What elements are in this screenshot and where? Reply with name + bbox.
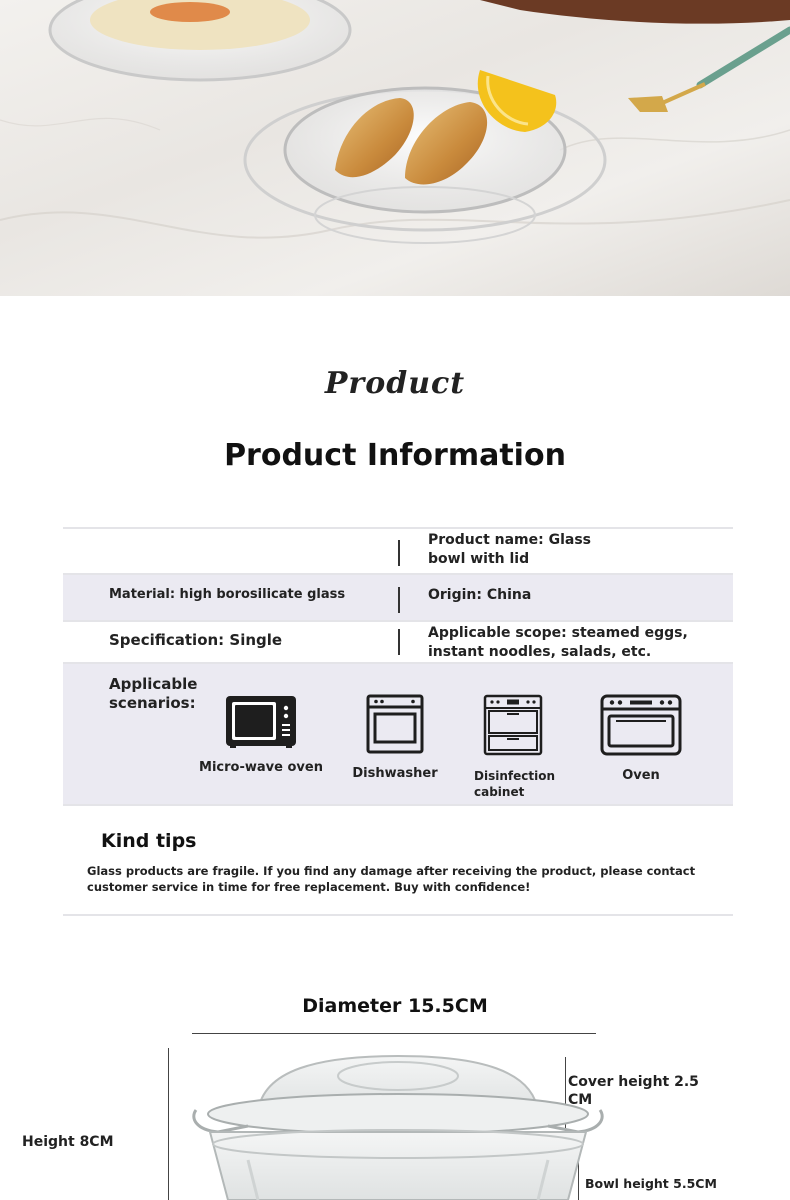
section-title: Product Information <box>224 438 566 473</box>
scenario-label: Disinfection cabinet <box>474 769 555 799</box>
scenario-dishwasher <box>345 694 445 782</box>
height-label: Height 8CM <box>22 1134 114 1150</box>
hero-illustration <box>0 0 790 296</box>
scenario-oven <box>590 694 692 784</box>
scenario-microwave <box>181 694 341 776</box>
product-name-text: Product name: Glass bowl with lid <box>428 532 592 567</box>
material-text: Material: high borosilicate glass <box>109 587 346 602</box>
info-row-scenarios <box>63 662 733 806</box>
column-divider <box>398 587 400 613</box>
glass-bowl-illustration <box>188 1040 608 1200</box>
scenario-label: Oven <box>622 768 660 783</box>
microwave-icon <box>224 694 298 748</box>
cover-height-label: Cover height 2.5 CM <box>568 1074 699 1108</box>
script-heading: Product <box>324 366 466 401</box>
tips-divider <box>63 914 733 916</box>
scenario-disinfection-cabinet <box>463 694 563 800</box>
scope-text: Applicable scope: steamed eggs, instant noodles, salads, etc. <box>428 625 688 660</box>
column-divider <box>398 540 400 566</box>
origin-text: Origin: China <box>428 587 532 603</box>
disinfection-cabinet-icon <box>483 694 543 756</box>
column-divider <box>398 629 400 655</box>
hero-photo <box>0 0 790 296</box>
diameter-line <box>192 1033 596 1034</box>
bowl-height-label: Bowl height 5.5CM <box>585 1176 717 1191</box>
specification-text: Specification: Single <box>109 631 283 649</box>
oven-icon <box>600 694 682 756</box>
scenarios-label: Applicable scenarios: <box>109 675 198 712</box>
scenario-label: Dishwasher <box>352 766 438 781</box>
diameter-label: Diameter 15.5CM <box>302 995 488 1017</box>
bowl-with-lid-photo <box>188 1040 608 1200</box>
scenario-label: Micro-wave oven <box>199 760 323 775</box>
info-row-specification <box>63 620 733 662</box>
tips-title: Kind tips <box>101 830 197 852</box>
info-row-name <box>63 527 733 573</box>
info-row-material <box>63 573 733 620</box>
height-line <box>168 1048 169 1200</box>
tips-text: Glass products are fragile. If you find any damage after receiving the product, please contact customer service in time for free replacement. Buy with confidence! <box>87 864 696 894</box>
dishwasher-icon <box>366 694 424 754</box>
